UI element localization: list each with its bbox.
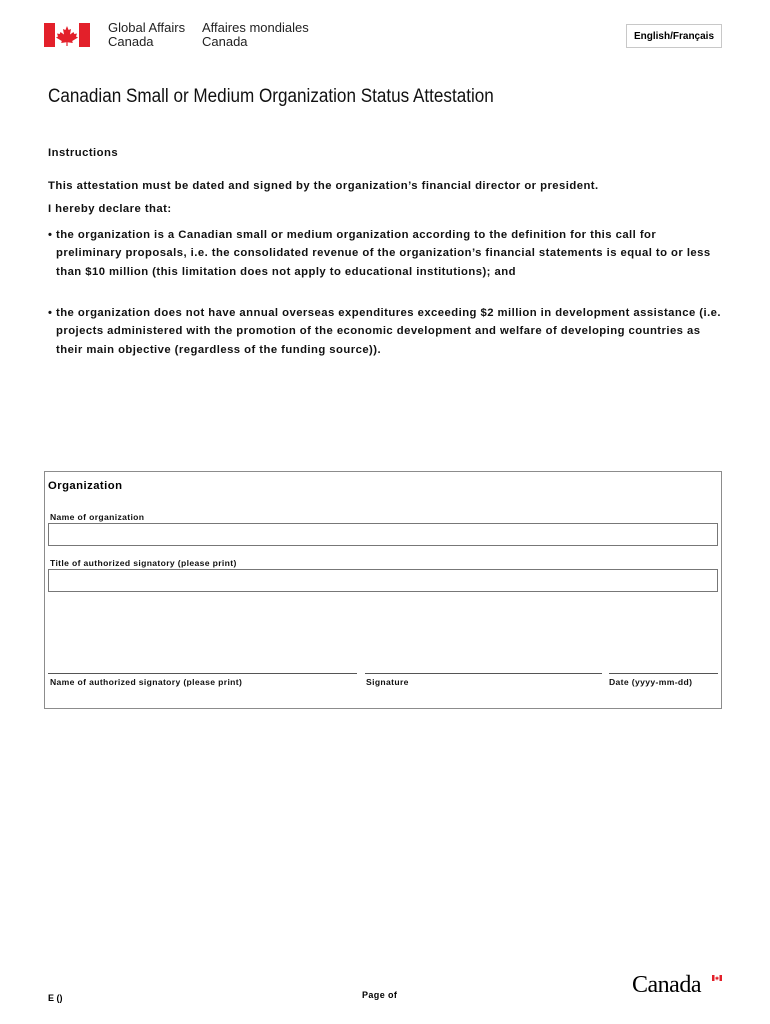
dept-fr-line2: Canada: [202, 34, 248, 49]
dept-en-line1: Global Affairs: [108, 20, 186, 35]
dept-en-line2: Canada: [108, 34, 154, 49]
declaration-bullet-expenditures: • the organization does not have annual overseas expenditures exceeding $2 million in development assistance (i.e. projects administered with the promotion of the economic development and welfare of developing countries as their main objective (regardless of the funding source)).: [48, 307, 722, 356]
date-label: Date (yyyy-mm-dd): [609, 677, 693, 687]
dept-fr-line1: Affaires mondiales: [202, 20, 309, 35]
signatory-title-input[interactable]: [48, 569, 718, 592]
canada-flag-icon: [44, 23, 90, 47]
instructions-heading: Instructions: [48, 147, 119, 159]
form-identifier: E (): [48, 993, 63, 1003]
department-name-french: [202, 21, 309, 49]
declaration-intro: I hereby declare that:: [48, 203, 172, 215]
signatory-name-label: Name of authorized signatory (please print): [50, 677, 243, 687]
organization-name-label: Name of organization: [50, 512, 145, 522]
organization-name-input[interactable]: [48, 523, 718, 546]
department-name-english: [108, 21, 185, 49]
page-number: Page of: [362, 990, 398, 1000]
attestation-statement: This attestation must be dated and signed by the organization’s financial director or president.: [48, 180, 599, 192]
date-line[interactable]: [609, 673, 718, 674]
canada-wordmark: Canada: [632, 972, 701, 998]
signature-line[interactable]: [365, 673, 602, 674]
signatory-name-line[interactable]: [48, 673, 357, 674]
organization-heading: Organization: [48, 480, 123, 492]
language-toggle-button[interactable]: English/Français: [626, 24, 722, 48]
signatory-title-label: Title of authorized signatory (please print): [50, 558, 237, 568]
wordmark-flag-icon: [712, 975, 722, 981]
page-title: Canadian Small or Medium Organization Status Attestation: [48, 86, 494, 107]
signature-label: Signature: [366, 677, 409, 687]
declaration-bullet-revenue: • the organization is a Canadian small or medium organization according to the definition for this call for preliminary proposals, i.e. the consolidated revenue of the organization’s financial statements is equal to or less than $10 million (this limitation does not apply to educational institutions); and: [48, 229, 711, 278]
